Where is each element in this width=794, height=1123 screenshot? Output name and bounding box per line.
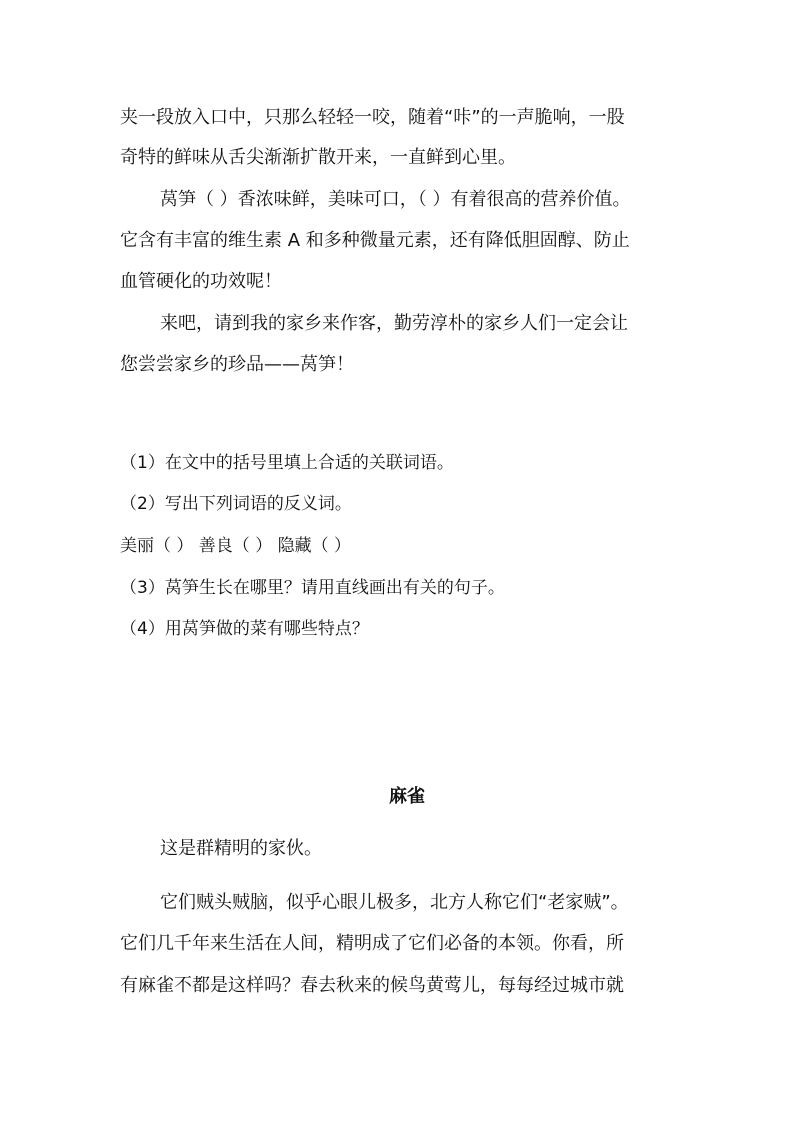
passage1-line-2: 奇特的鲜味从舌尖渐渐扩散开来，一直鲜到心里。 xyxy=(120,147,516,168)
passage2-line-3: 它们几千年来生活在人间，精明成了它们必备的本领。你看，所 xyxy=(120,933,624,954)
passage2-line-4: 有麻雀不都是这样吗？春去秋来的候鸟黄莺儿，每每经过城市就 xyxy=(120,975,624,996)
passage1-line-3: 莴笋（ ）香浓味鲜，美味可口，（ ）有着很高的营养价值。 xyxy=(160,189,631,210)
passage1-line-6: 来吧，请到我的家乡来作客，勤劳淳朴的家乡人们一定会让 xyxy=(160,313,628,334)
passage1-line-5: 血管硬化的功效呢！ xyxy=(120,271,282,292)
passage2-line-2: 它们贼头贼脑，似乎心眼儿极多，北方人称它们“老家贼”。 xyxy=(160,892,629,913)
question-3: （3）莴笋生长在哪里？请用直线画出有关的句子。 xyxy=(120,578,505,598)
passage1-line-7: 您尝尝家乡的珍品——莴笋！ xyxy=(120,354,354,375)
passage2-title: 麻雀 xyxy=(389,786,425,807)
passage1-line-1: 夹一段放入口中，只那么轻轻一咬，随着“咔”的一声脆响，一股 xyxy=(120,107,625,128)
question-4: （4）用莴笋做的菜有哪些特点？ xyxy=(120,619,369,639)
passage1-line-4: 它含有丰富的维生素 A 和多种微量元素，还有降低胆固醇、防止 xyxy=(120,230,630,251)
question-1: （1）在文中的括号里填上合适的关联词语。 xyxy=(120,453,454,473)
question-2: （2）写出下列词语的反义词。 xyxy=(120,494,352,514)
question-2-words: 美丽（ ） 善良（ ） 隐藏（ ） xyxy=(120,536,352,556)
passage2-line-1: 这是群精明的家伙。 xyxy=(160,838,322,859)
